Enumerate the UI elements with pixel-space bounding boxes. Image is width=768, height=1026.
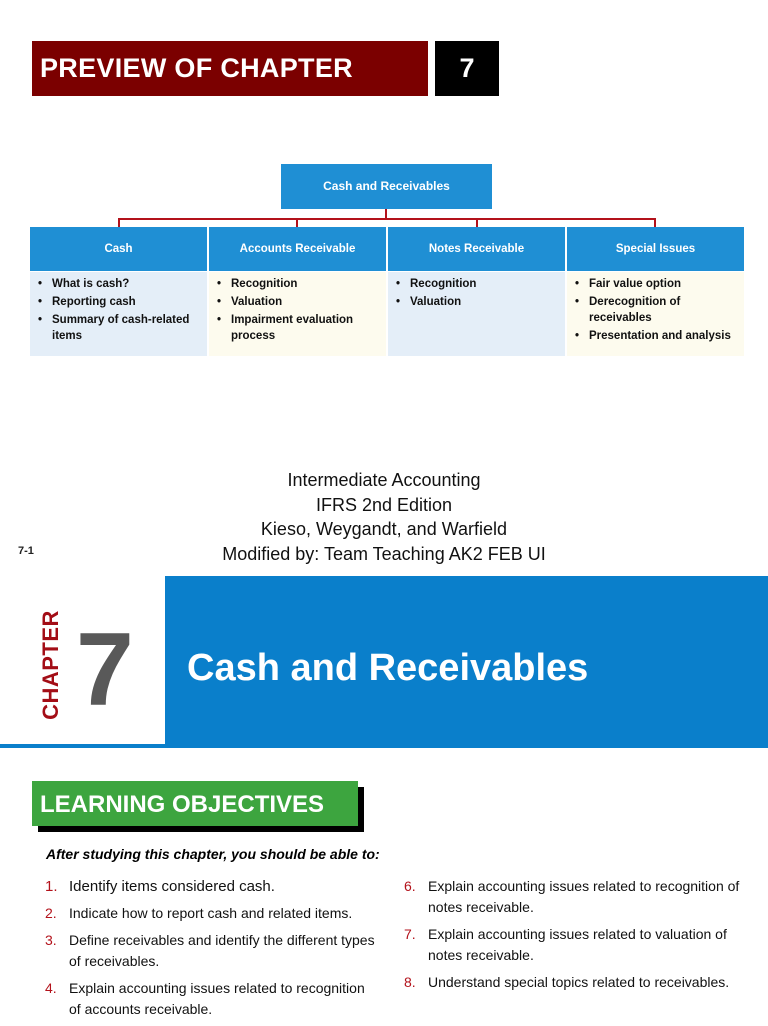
objective-number: 7. <box>404 926 416 942</box>
objective-item <box>45 930 375 972</box>
objective-text: Explain accounting issues related to valuation of notes receivable. <box>428 926 727 963</box>
chapter-underline <box>0 744 768 748</box>
book-info <box>0 468 768 566</box>
objective-text: Explain accounting issues related to recognition of notes receivable. <box>428 878 740 915</box>
connector-horizontal <box>118 218 656 220</box>
objective-number: 1. <box>45 878 58 895</box>
objective-item <box>404 924 744 966</box>
chart-column-body-accounts-receivable <box>209 272 386 356</box>
book-authors: Kieso, Weygandt, and Warfield <box>260 519 508 539</box>
objective-number: 6. <box>404 878 416 894</box>
chart-item: • Reporting cash <box>38 294 203 310</box>
chart-item: • Recognition <box>396 276 561 292</box>
chart-item: • Valuation <box>396 294 561 310</box>
objective-number: 3. <box>45 932 57 948</box>
chapter-number: 7 <box>76 612 134 728</box>
book-title: Intermediate Accounting <box>287 470 481 490</box>
chart-column-body-cash <box>30 272 207 356</box>
learning-objectives-intro: After studying this chapter, you should be able to: <box>46 846 380 862</box>
objective-number: 4. <box>45 980 57 996</box>
objectives-list-left <box>45 876 375 1026</box>
learning-objectives-banner: LEARNING OBJECTIVES <box>32 781 358 826</box>
objective-number: 2. <box>45 905 57 921</box>
preview-banner: PREVIEW OF CHAPTER <box>32 41 428 96</box>
chart-item: • Derecognition of receivables <box>575 294 740 326</box>
connector-drop-cash <box>118 218 120 227</box>
chart-item: • What is cash? <box>38 276 203 292</box>
book-edition: IFRS 2nd Edition <box>315 494 453 515</box>
chart-column-body-notes-receivable <box>388 272 565 356</box>
chapter-label: CHAPTER <box>38 610 63 720</box>
objective-item <box>45 978 375 1020</box>
chart-item: • Impairment evaluation process <box>217 312 382 344</box>
objective-number: 8. <box>404 974 416 990</box>
chart-column-header-accounts-receivable: Accounts Receivable <box>209 227 386 271</box>
slide-number: 7-1 <box>18 545 34 557</box>
objectives-list-right <box>404 876 744 999</box>
objective-text: Indicate how to report cash and related items. <box>69 905 353 921</box>
chapter-title: Cash and Receivables <box>187 647 589 689</box>
objective-item <box>45 876 375 897</box>
chart-item: • Fair value option <box>575 276 740 292</box>
chart-item: • Presentation and analysis <box>575 328 740 344</box>
objective-text: Understand special topics related to receivables. <box>428 974 730 990</box>
chart-column-header-special-issues: Special Issues <box>567 227 744 271</box>
chart-column-body-special-issues <box>567 272 744 356</box>
chart-column-header-notes-receivable: Notes Receivable <box>388 227 565 271</box>
objective-item <box>45 903 375 924</box>
objective-item <box>404 972 744 993</box>
objective-text: Identify items considered cash. <box>69 878 275 895</box>
preview-chapter-number: 7 <box>435 41 499 96</box>
connector-drop-nr <box>476 218 478 227</box>
chart-item: • Valuation <box>217 294 382 310</box>
book-modified-by: Modified by: Team Teaching AK2 FEB UI <box>222 543 546 564</box>
chart-item: • Recognition <box>217 276 382 292</box>
connector-drop-ar <box>296 218 298 227</box>
connector-drop-special <box>654 218 656 227</box>
objective-text: Explain accounting issues related to recognition of accounts receivable. <box>69 980 365 1017</box>
chart-item: • Summary of cash-related items <box>38 312 203 344</box>
objective-item <box>404 876 744 918</box>
objective-text: Define receivables and identify the different types of receivables. <box>69 932 375 969</box>
chart-column-header-cash: Cash <box>30 227 207 271</box>
chart-root-box: Cash and Receivables <box>281 164 492 209</box>
